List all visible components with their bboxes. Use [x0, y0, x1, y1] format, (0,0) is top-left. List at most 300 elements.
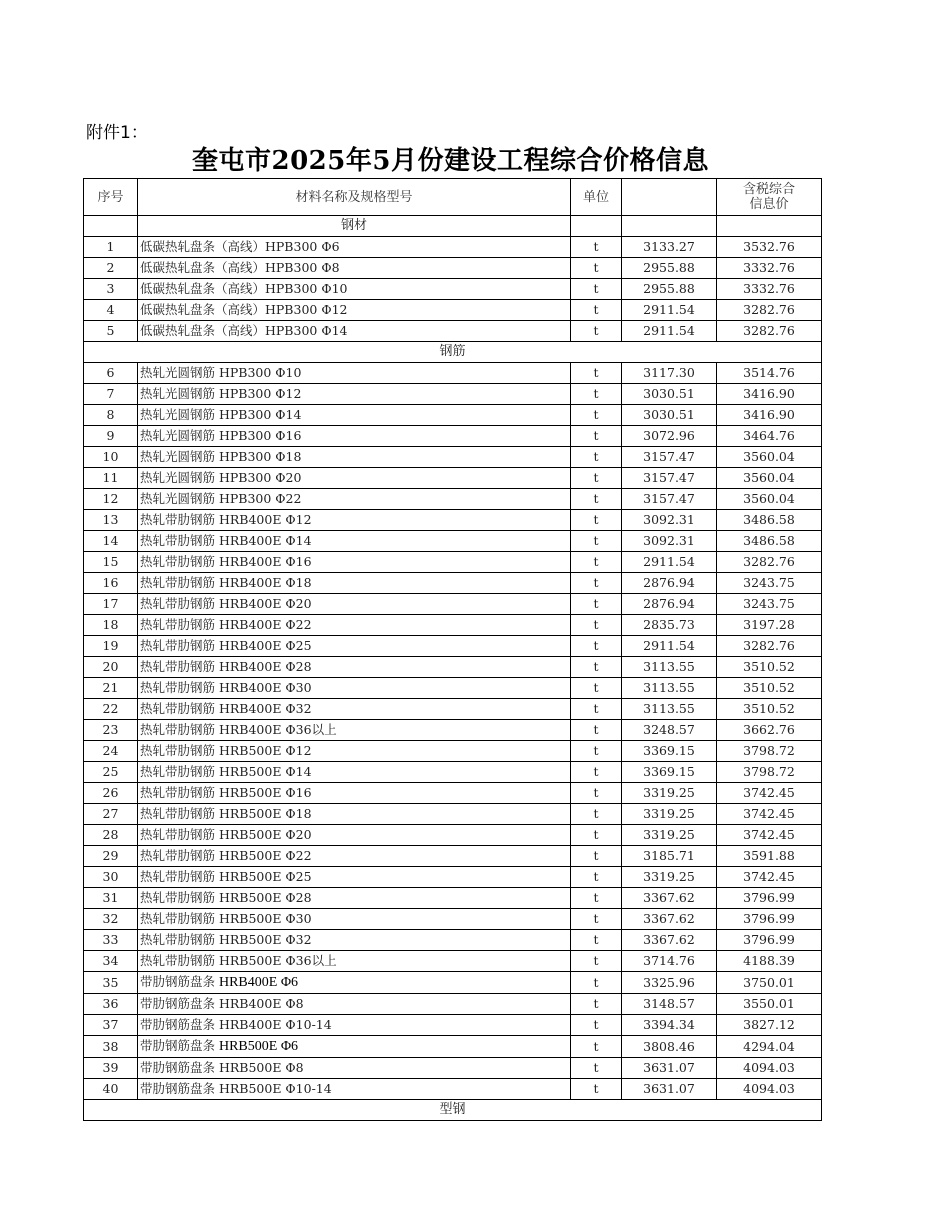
row-name-text: 热轧带肋钢筋 HRB500E Φ28 [140, 890, 312, 905]
row-no: 15 [84, 552, 138, 573]
row-name-text: 带肋钢筋盘条 HRB500E Φ8 [140, 1060, 304, 1075]
row-name-text: 热轧带肋钢筋 HRB400E Φ36以上 [140, 722, 337, 737]
table-row [84, 1036, 822, 1058]
row-unit: t [571, 615, 622, 636]
row-name [138, 363, 571, 384]
row-name [138, 573, 571, 594]
table-body [84, 216, 822, 1121]
table-row [84, 531, 822, 552]
row-name [138, 321, 571, 342]
table-row [84, 552, 822, 573]
row-price: 3319.25 [622, 867, 717, 888]
row-name [138, 636, 571, 657]
table-row [84, 720, 822, 741]
row-tax-price: 3560.04 [717, 468, 822, 489]
header-no: 序号 [84, 179, 138, 216]
row-unit: t [571, 1058, 622, 1079]
table-row [84, 300, 822, 321]
row-unit: t [571, 951, 622, 972]
row-tax-price: 3416.90 [717, 384, 822, 405]
row-unit: t [571, 1079, 622, 1100]
row-no: 16 [84, 573, 138, 594]
row-unit: t [571, 552, 622, 573]
row-price: 3367.62 [622, 888, 717, 909]
row-unit: t [571, 384, 622, 405]
row-name-text: 热轧带肋钢筋 HRB400E Φ12 [140, 512, 312, 527]
row-unit: t [571, 1036, 622, 1058]
table-row [84, 405, 822, 426]
row-name-text: 热轧带肋钢筋 HRB400E Φ14 [140, 533, 312, 548]
row-unit: t [571, 405, 622, 426]
row-unit: t [571, 426, 622, 447]
row-name-text: 带肋钢筋盘条 HRB400E Φ10-14 [140, 1017, 332, 1032]
row-name [138, 951, 571, 972]
row-tax-price: 3486.58 [717, 531, 822, 552]
table-row [84, 1058, 822, 1079]
row-name-text: 热轧带肋钢筋 HRB400E Φ32 [140, 701, 312, 716]
row-price: 3133.27 [622, 237, 717, 258]
row-unit: t [571, 846, 622, 867]
row-no: 38 [84, 1036, 138, 1058]
table-row [84, 972, 822, 994]
row-no: 3 [84, 279, 138, 300]
row-name-spec: HRB400E Φ6 [218, 975, 299, 990]
row-price: 2911.54 [622, 552, 717, 573]
row-name-text: 热轧带肋钢筋 HRB400E Φ22 [140, 617, 312, 632]
row-name [138, 846, 571, 867]
row-name [138, 1015, 571, 1036]
row-price: 3113.55 [622, 699, 717, 720]
row-price: 2911.54 [622, 321, 717, 342]
row-unit: t [571, 636, 622, 657]
row-tax-price: 3532.76 [717, 237, 822, 258]
row-no: 36 [84, 994, 138, 1015]
row-unit: t [571, 468, 622, 489]
table-row [84, 1079, 822, 1100]
row-name-text: 热轧光圆钢筋 HPB300 Φ22 [140, 491, 302, 506]
row-tax-price: 3591.88 [717, 846, 822, 867]
row-tax-price: 3560.04 [717, 447, 822, 468]
header-tax-price [717, 179, 822, 216]
row-name-text: 热轧光圆钢筋 HPB300 Φ20 [140, 470, 302, 485]
row-no: 22 [84, 699, 138, 720]
row-no: 6 [84, 363, 138, 384]
row-name [138, 468, 571, 489]
row-unit: t [571, 510, 622, 531]
row-no: 21 [84, 678, 138, 699]
row-name-text: 热轧带肋钢筋 HRB400E Φ18 [140, 575, 312, 590]
row-price: 3157.47 [622, 447, 717, 468]
row-no: 35 [84, 972, 138, 994]
row-price: 3185.71 [622, 846, 717, 867]
row-tax-price: 3796.99 [717, 909, 822, 930]
section-row-section-steel [84, 1100, 822, 1121]
row-no: 4 [84, 300, 138, 321]
row-name [138, 426, 571, 447]
row-no: 7 [84, 384, 138, 405]
row-name [138, 1058, 571, 1079]
row-price: 3117.30 [622, 363, 717, 384]
table-row [84, 678, 822, 699]
section-steel-unit [571, 216, 622, 237]
row-unit: t [571, 804, 622, 825]
row-name-text: 低碳热轧盘条（高线）HPB300 Φ10 [140, 281, 348, 296]
row-name [138, 720, 571, 741]
row-name-text: 带肋钢筋盘条 [140, 974, 219, 989]
row-unit: t [571, 258, 622, 279]
row-name-text: 热轧带肋钢筋 HRB400E Φ30 [140, 680, 312, 695]
row-tax-price: 3332.76 [717, 258, 822, 279]
table-row [84, 699, 822, 720]
row-no: 34 [84, 951, 138, 972]
row-tax-price: 3560.04 [717, 489, 822, 510]
row-no: 25 [84, 762, 138, 783]
row-name-text: 热轧带肋钢筋 HRB400E Φ20 [140, 596, 312, 611]
table-row [84, 237, 822, 258]
row-name [138, 804, 571, 825]
row-price: 3369.15 [622, 762, 717, 783]
row-name [138, 447, 571, 468]
price-table [83, 178, 822, 1121]
row-price: 3072.96 [622, 426, 717, 447]
row-tax-price: 3750.01 [717, 972, 822, 994]
section-rebar-label: 钢筋 [84, 342, 822, 363]
row-name [138, 258, 571, 279]
table-row [84, 489, 822, 510]
row-unit: t [571, 994, 622, 1015]
row-price: 3319.25 [622, 804, 717, 825]
row-tax-price: 4094.03 [717, 1079, 822, 1100]
row-name [138, 741, 571, 762]
row-name [138, 699, 571, 720]
row-name-text: 热轧带肋钢筋 HRB500E Φ18 [140, 806, 312, 821]
row-price: 3808.46 [622, 1036, 717, 1058]
row-tax-price: 3510.52 [717, 678, 822, 699]
row-name-text: 带肋钢筋盘条 HRB500E Φ10-14 [140, 1081, 332, 1096]
row-name [138, 762, 571, 783]
row-tax-price: 3798.72 [717, 741, 822, 762]
row-price: 2835.73 [622, 615, 717, 636]
row-name [138, 300, 571, 321]
row-name-text: 热轧带肋钢筋 HRB500E Φ14 [140, 764, 312, 779]
row-price: 2911.54 [622, 636, 717, 657]
row-tax-price: 3243.75 [717, 594, 822, 615]
row-price: 3631.07 [622, 1058, 717, 1079]
table-row [84, 447, 822, 468]
row-unit: t [571, 699, 622, 720]
table-row [84, 321, 822, 342]
table-row [84, 804, 822, 825]
row-price: 3113.55 [622, 678, 717, 699]
row-name [138, 1079, 571, 1100]
row-unit: t [571, 1015, 622, 1036]
row-price: 3369.15 [622, 741, 717, 762]
row-name-text: 热轧带肋钢筋 HRB500E Φ32 [140, 932, 312, 947]
table-header-row [84, 179, 822, 216]
row-name-text: 低碳热轧盘条（高线）HPB300 Φ6 [140, 239, 340, 254]
row-name [138, 615, 571, 636]
row-name-text: 低碳热轧盘条（高线）HPB300 Φ14 [140, 323, 348, 338]
row-name-text: 热轧带肋钢筋 HRB500E Φ36以上 [140, 953, 337, 968]
section-steel-no [84, 216, 138, 237]
row-no: 10 [84, 447, 138, 468]
row-tax-price: 3416.90 [717, 405, 822, 426]
row-tax-price: 4094.03 [717, 1058, 822, 1079]
row-name-text: 带肋钢筋盘条 HRB400E Φ8 [140, 996, 304, 1011]
row-name-text: 热轧光圆钢筋 HPB300 Φ10 [140, 365, 302, 380]
row-name [138, 909, 571, 930]
header-unit: 单位 [571, 179, 622, 216]
row-unit: t [571, 741, 622, 762]
row-price: 3631.07 [622, 1079, 717, 1100]
row-unit: t [571, 279, 622, 300]
table-row [84, 994, 822, 1015]
row-price: 3367.62 [622, 930, 717, 951]
row-no: 12 [84, 489, 138, 510]
table-row [84, 741, 822, 762]
row-price: 3325.96 [622, 972, 717, 994]
section-row-rebar [84, 342, 822, 363]
row-name [138, 657, 571, 678]
row-name-text: 带肋钢筋盘条 [140, 1038, 219, 1053]
row-name-text: 热轧带肋钢筋 HRB500E Φ16 [140, 785, 312, 800]
row-unit: t [571, 531, 622, 552]
table-row [84, 426, 822, 447]
row-tax-price: 3514.76 [717, 363, 822, 384]
row-unit: t [571, 720, 622, 741]
row-unit: t [571, 300, 622, 321]
table-row [84, 279, 822, 300]
row-no: 18 [84, 615, 138, 636]
row-no: 37 [84, 1015, 138, 1036]
row-name-text: 热轧带肋钢筋 HRB500E Φ12 [140, 743, 312, 758]
table-row [84, 909, 822, 930]
row-no: 33 [84, 930, 138, 951]
row-price: 2911.54 [622, 300, 717, 321]
table-row [84, 762, 822, 783]
row-name [138, 678, 571, 699]
row-price: 3319.25 [622, 783, 717, 804]
table-row [84, 384, 822, 405]
row-no: 23 [84, 720, 138, 741]
row-price: 3157.47 [622, 489, 717, 510]
row-name [138, 930, 571, 951]
header-tax-price-line2: 信息价 [749, 197, 789, 212]
row-name [138, 531, 571, 552]
row-name-text: 热轧带肋钢筋 HRB500E Φ20 [140, 827, 312, 842]
row-name [138, 384, 571, 405]
row-name-text: 热轧带肋钢筋 HRB400E Φ28 [140, 659, 312, 674]
row-name [138, 783, 571, 804]
table-row [84, 468, 822, 489]
row-no: 28 [84, 825, 138, 846]
row-name-text: 低碳热轧盘条（高线）HPB300 Φ12 [140, 302, 348, 317]
row-price: 3092.31 [622, 531, 717, 552]
row-no: 20 [84, 657, 138, 678]
row-no: 11 [84, 468, 138, 489]
row-unit: t [571, 237, 622, 258]
row-no: 27 [84, 804, 138, 825]
row-tax-price: 3827.12 [717, 1015, 822, 1036]
row-price: 3148.57 [622, 994, 717, 1015]
row-name-text: 热轧带肋钢筋 HRB400E Φ25 [140, 638, 312, 653]
row-unit: t [571, 321, 622, 342]
row-tax-price: 3282.76 [717, 300, 822, 321]
row-tax-price: 3510.52 [717, 657, 822, 678]
header-price [622, 179, 717, 216]
row-tax-price: 3282.76 [717, 552, 822, 573]
row-no: 17 [84, 594, 138, 615]
row-no: 32 [84, 909, 138, 930]
row-tax-price: 4188.39 [717, 951, 822, 972]
row-tax-price: 3197.28 [717, 615, 822, 636]
row-no: 39 [84, 1058, 138, 1079]
row-name [138, 994, 571, 1015]
row-name [138, 972, 571, 994]
row-tax-price: 3243.75 [717, 573, 822, 594]
row-no: 1 [84, 237, 138, 258]
row-name-text: 热轧光圆钢筋 HPB300 Φ14 [140, 407, 302, 422]
row-tax-price: 3282.76 [717, 321, 822, 342]
table-row [84, 930, 822, 951]
row-price: 2955.88 [622, 258, 717, 279]
row-price: 3367.62 [622, 909, 717, 930]
row-unit: t [571, 594, 622, 615]
row-name-text: 热轧带肋钢筋 HRB500E Φ30 [140, 911, 312, 926]
row-price: 3248.57 [622, 720, 717, 741]
row-name-text: 热轧光圆钢筋 HPB300 Φ18 [140, 449, 302, 464]
row-unit: t [571, 447, 622, 468]
section-steel-price [622, 216, 717, 237]
row-unit: t [571, 888, 622, 909]
row-tax-price: 3796.99 [717, 930, 822, 951]
row-tax-price: 3550.01 [717, 994, 822, 1015]
row-tax-price: 3796.99 [717, 888, 822, 909]
row-name-text: 热轧带肋钢筋 HRB400E Φ16 [140, 554, 312, 569]
row-price: 3714.76 [622, 951, 717, 972]
table-row [84, 573, 822, 594]
row-name [138, 237, 571, 258]
row-name [138, 510, 571, 531]
row-price: 3394.34 [622, 1015, 717, 1036]
header-tax-price-line1: 含税综合 [742, 182, 795, 197]
row-no: 19 [84, 636, 138, 657]
row-no: 14 [84, 531, 138, 552]
row-name-text: 热轧带肋钢筋 HRB500E Φ22 [140, 848, 312, 863]
attachment-label: 附件1： [86, 123, 148, 143]
table-row [84, 846, 822, 867]
row-unit: t [571, 489, 622, 510]
row-no: 13 [84, 510, 138, 531]
table-row [84, 867, 822, 888]
row-name [138, 552, 571, 573]
row-price: 3319.25 [622, 825, 717, 846]
row-price: 2955.88 [622, 279, 717, 300]
row-unit: t [571, 657, 622, 678]
row-name [138, 888, 571, 909]
row-price: 2876.94 [622, 573, 717, 594]
table-row [84, 363, 822, 384]
row-unit: t [571, 909, 622, 930]
row-name-text: 热轧带肋钢筋 HRB500E Φ25 [140, 869, 312, 884]
table-row [84, 510, 822, 531]
row-name [138, 279, 571, 300]
row-name [138, 825, 571, 846]
row-unit: t [571, 573, 622, 594]
row-tax-price: 3510.52 [717, 699, 822, 720]
row-tax-price: 3486.58 [717, 510, 822, 531]
row-unit: t [571, 930, 622, 951]
section-steel-label: 钢材 [138, 216, 571, 237]
row-price: 3030.51 [622, 384, 717, 405]
row-unit: t [571, 678, 622, 699]
table-row [84, 951, 822, 972]
row-tax-price: 4294.04 [717, 1036, 822, 1058]
row-price: 3113.55 [622, 657, 717, 678]
table-row [84, 594, 822, 615]
table-row [84, 825, 822, 846]
table-row [84, 636, 822, 657]
row-name-text: 热轧光圆钢筋 HPB300 Φ16 [140, 428, 302, 443]
row-unit: t [571, 363, 622, 384]
row-tax-price: 3332.76 [717, 279, 822, 300]
table-row [84, 657, 822, 678]
row-name-text: 低碳热轧盘条（高线）HPB300 Φ8 [140, 260, 340, 275]
section-row-steel [84, 216, 822, 237]
row-name-text: 热轧光圆钢筋 HPB300 Φ12 [140, 386, 302, 401]
row-tax-price: 3742.45 [717, 867, 822, 888]
row-no: 24 [84, 741, 138, 762]
row-unit: t [571, 783, 622, 804]
row-tax-price: 3742.45 [717, 825, 822, 846]
row-tax-price: 3662.76 [717, 720, 822, 741]
row-price: 3157.47 [622, 468, 717, 489]
table-row [84, 258, 822, 279]
row-tax-price: 3742.45 [717, 804, 822, 825]
row-no: 40 [84, 1079, 138, 1100]
row-name-spec: HRB500E Φ6 [218, 1039, 299, 1054]
row-no: 2 [84, 258, 138, 279]
row-price: 3092.31 [622, 510, 717, 531]
row-price: 2876.94 [622, 594, 717, 615]
row-tax-price: 3798.72 [717, 762, 822, 783]
row-tax-price: 3742.45 [717, 783, 822, 804]
table-row [84, 888, 822, 909]
row-unit: t [571, 972, 622, 994]
row-unit: t [571, 762, 622, 783]
row-unit: t [571, 867, 622, 888]
header-name: 材料名称及规格型号 [138, 179, 571, 216]
section-section-steel-label: 型钢 [84, 1100, 822, 1121]
row-no: 30 [84, 867, 138, 888]
row-name [138, 1036, 571, 1058]
row-name [138, 489, 571, 510]
row-price: 3030.51 [622, 405, 717, 426]
row-tax-price: 3282.76 [717, 636, 822, 657]
row-name [138, 867, 571, 888]
row-no: 5 [84, 321, 138, 342]
table-row [84, 615, 822, 636]
table-row [84, 783, 822, 804]
row-unit: t [571, 825, 622, 846]
row-no: 9 [84, 426, 138, 447]
row-no: 8 [84, 405, 138, 426]
row-name [138, 405, 571, 426]
row-no: 29 [84, 846, 138, 867]
row-tax-price: 3464.76 [717, 426, 822, 447]
table-row [84, 1015, 822, 1036]
section-steel-tax [717, 216, 822, 237]
